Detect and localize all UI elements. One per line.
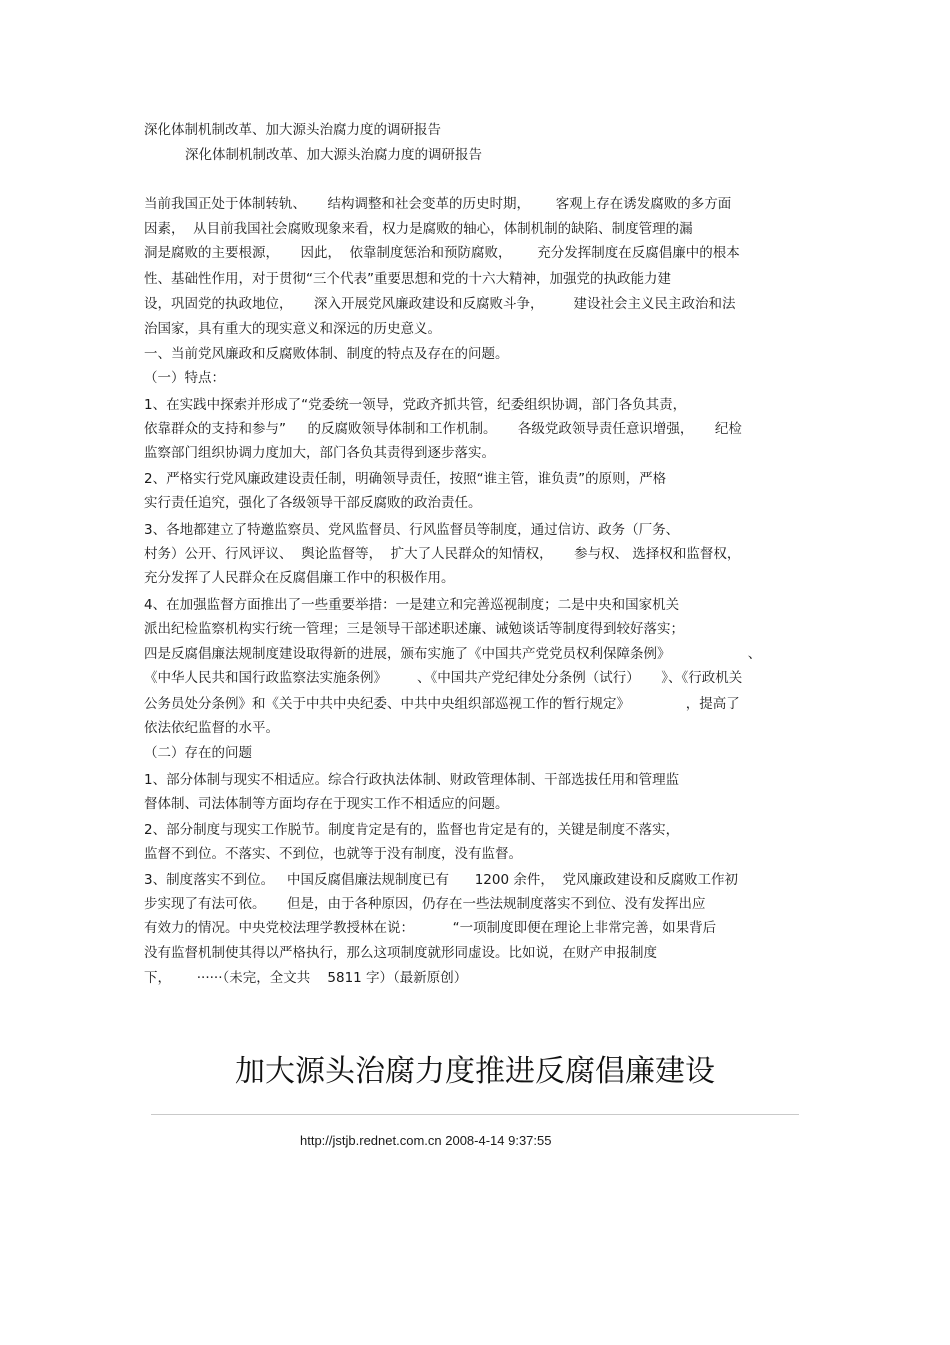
source-line: http://jstjb.rednet.com.cn 2008-4-14 9:37:55 bbox=[300, 1133, 552, 1148]
title-divider bbox=[151, 1114, 799, 1115]
body-line: 公务员处分条例》和《关于中共中央纪委、中共中央组织部巡视工作的暂行规定》 ，提高了 bbox=[144, 696, 740, 712]
body-line: 派出纪检监察机构实行统一管理；三是领导干部述职述廉、诫勉谈话等制度得到较好落实； bbox=[144, 621, 684, 637]
body-line: 1、部分体制与现实不相适应。综合行政执法体制、财政管理体制、干部选拔任用和管理监 bbox=[144, 772, 680, 788]
body-line: 洞是腐败的主要根源， 因此， 依靠制度惩治和预防腐败， 充分发挥制度在反腐倡廉中的根本 bbox=[144, 245, 740, 261]
body-line: 步实现了有法可依。 但是，由于各种原因，仍存在一些法规制度落实不到位、没有发挥出应 bbox=[144, 896, 706, 912]
body-line: 2、部分制度与现实工作脱节。制度肯定是有的，监督也肯定是有的，关键是制度不落实， bbox=[144, 822, 680, 838]
subsection-heading: （一）特点： bbox=[144, 370, 225, 386]
body-line: 四是反腐倡廉法规制度建设取得新的进展，颁布实施了《中国共产党党员权利保障条例》 、 bbox=[144, 646, 762, 662]
body-line: 监察部门组织协调力度加大，部门各负其责得到逐步落实。 bbox=[144, 445, 495, 461]
article-title: 加大源头治腐力度推进反腐倡廉建设 bbox=[235, 1054, 715, 1089]
body-line: 《中华人民共和国行政监察法实施条例》 、《中国共产党纪律处分条例（试行） 》、《行政机关 bbox=[144, 670, 743, 686]
body-line: 3、制度落实不到位。 中国反腐倡廉法规制度已有 1200 余件， 党风廉政建设和反腐败工作初 bbox=[144, 872, 738, 888]
report-subtitle: 深化体制机制改革、加大源头治腐力度的调研报告 bbox=[185, 147, 482, 163]
body-line: 下， ······（未完，全文共 5811 字）（最新原创） bbox=[144, 970, 468, 986]
body-line: 4、在加强监督方面推出了一些重要举措：一是建立和完善巡视制度；二是中央和国家机关 bbox=[144, 597, 680, 613]
body-line: 依法依纪监督的水平。 bbox=[144, 720, 279, 736]
body-line: 监督不到位。不落实、不到位，也就等于没有制度，没有监督。 bbox=[144, 846, 522, 862]
body-line: 3、各地都建立了特邀监察员、党风监督员、行风监督员等制度，通过信访、政务（厂务、 bbox=[144, 522, 680, 538]
body-line: 1、在实践中探索并形成了“党委统一领导，党政齐抓共管，纪委组织协调，部门各负其责， bbox=[144, 397, 687, 413]
body-line: 设，巩固党的执政地位， 深入开展党风廉政建设和反腐败斗争， 建设社会主义民主政治和法 bbox=[144, 296, 736, 312]
body-line: 当前我国正处于体制转轨、 结构调整和社会变革的历史时期， 客观上存在诱发腐败的多方面 bbox=[144, 196, 732, 212]
body-line: 治国家，具有重大的现实意义和深远的历史意义。 bbox=[144, 321, 441, 337]
body-line: 有效力的情况。中央党校法理学教授林在说： “一项制度即便在理论上非常完善，如果背后 bbox=[144, 920, 717, 936]
body-line: 2、严格实行党风廉政建设责任制，明确领导责任，按照“谁主管，谁负责”的原则，严格 bbox=[144, 471, 667, 487]
body-line: 没有监督机制使其得以严格执行，那么这项制度就形同虚设。比如说，在财产申报制度 bbox=[144, 945, 657, 961]
body-line: 实行责任追究，强化了各级领导干部反腐败的政治责任。 bbox=[144, 495, 482, 511]
body-line: 村务）公开、行风评议、 舆论监督等， 扩大了人民群众的知情权， 参与权、 选择权和监督权， bbox=[144, 546, 741, 562]
section-heading: 一、当前党风廉政和反腐败体制、制度的特点及存在的问题。 bbox=[144, 346, 509, 362]
body-line: 依靠群众的支持和参与” 的反腐败领导体制和工作机制。 各级党政领导责任意识增强， 纪检 bbox=[144, 421, 742, 437]
body-line: 充分发挥了人民群众在反腐倡廉工作中的积极作用。 bbox=[144, 570, 455, 586]
body-line: 因素， 从目前我国社会腐败现象来看，权力是腐败的轴心，体制机制的缺陷、制度管理的漏 bbox=[144, 221, 693, 237]
body-line: 督体制、司法体制等方面均存在于现实工作不相适应的问题。 bbox=[144, 796, 509, 812]
report-title: 深化体制机制改革、加大源头治腐力度的调研报告 bbox=[144, 122, 441, 138]
body-line: 性、基础性作用，对于贯彻“三个代表”重要思想和党的十六大精神，加强党的执政能力建 bbox=[144, 271, 671, 287]
subsection-heading: （二）存在的问题 bbox=[144, 745, 252, 761]
